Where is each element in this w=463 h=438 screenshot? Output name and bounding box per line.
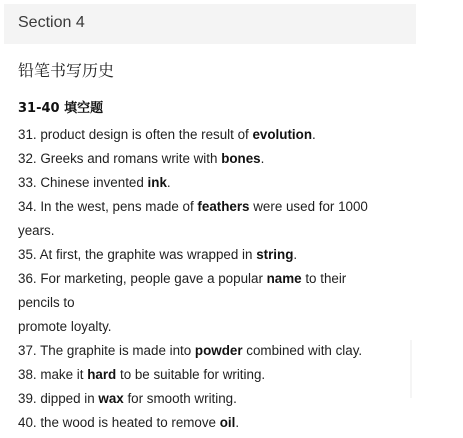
section-header-bar	[4, 4, 416, 44]
line-text: 37. The graphite is made into	[18, 343, 195, 358]
answer-line	[18, 339, 410, 363]
line-text: to be suitable for writing.	[116, 367, 266, 382]
line-text: 33. Chinese invented	[18, 175, 148, 190]
answer-line	[18, 243, 410, 267]
answer-word: wax	[98, 391, 124, 406]
line-text: pencils to	[18, 295, 75, 310]
line-text: .	[235, 415, 240, 430]
answer-line-continued	[18, 315, 410, 339]
line-text: to their	[301, 271, 347, 286]
line-text: 35. At first, the graphite was wrapped in	[18, 247, 257, 262]
answer-word: oil	[219, 415, 236, 430]
answer-list	[18, 123, 410, 435]
answer-word: hard	[87, 367, 117, 382]
line-text: 34. In the west, pens made of	[18, 199, 198, 214]
line-text: combined with clay.	[242, 343, 363, 358]
answer-line	[18, 363, 410, 387]
line-text: promote loyalty.	[18, 319, 112, 334]
answer-line	[18, 147, 410, 171]
answer-line	[18, 267, 410, 291]
line-text: .	[293, 247, 298, 262]
answer-line	[18, 387, 410, 411]
answer-word: bones	[221, 151, 261, 166]
line-text: years.	[18, 223, 55, 238]
line-text: 40. the wood is heated to remove	[18, 415, 220, 430]
answer-word: feathers	[197, 199, 250, 214]
article-heading: 铅笔书写历史	[18, 61, 115, 80]
answer-word: powder	[194, 343, 243, 358]
question-range-heading: 31-40 填空题	[18, 101, 104, 116]
line-text: .	[166, 175, 171, 190]
line-text: 39. dipped in	[18, 391, 99, 406]
answer-line-continued	[18, 291, 410, 315]
answer-line	[18, 411, 410, 435]
line-text: were used for 1000	[249, 199, 368, 214]
line-text: .	[260, 151, 265, 166]
answer-word: string	[256, 247, 294, 262]
line-text: for smooth writing.	[123, 391, 237, 406]
answer-word: evolution	[252, 127, 312, 142]
line-text: 31. product design is often the result of	[18, 127, 253, 142]
section-title: Section 4	[18, 14, 85, 31]
answer-line	[18, 123, 410, 147]
answer-word: name	[266, 271, 302, 286]
line-text: 32. Greeks and romans write with	[18, 151, 222, 166]
answer-line	[18, 195, 410, 219]
line-text: .	[312, 127, 316, 142]
answer-line	[18, 171, 410, 195]
answer-word: ink	[147, 175, 167, 190]
page-divider	[410, 340, 412, 398]
answer-line-continued	[18, 219, 410, 243]
line-text: 38. make it	[18, 367, 88, 382]
line-text: 36. For marketing, people gave a popular	[18, 271, 267, 286]
